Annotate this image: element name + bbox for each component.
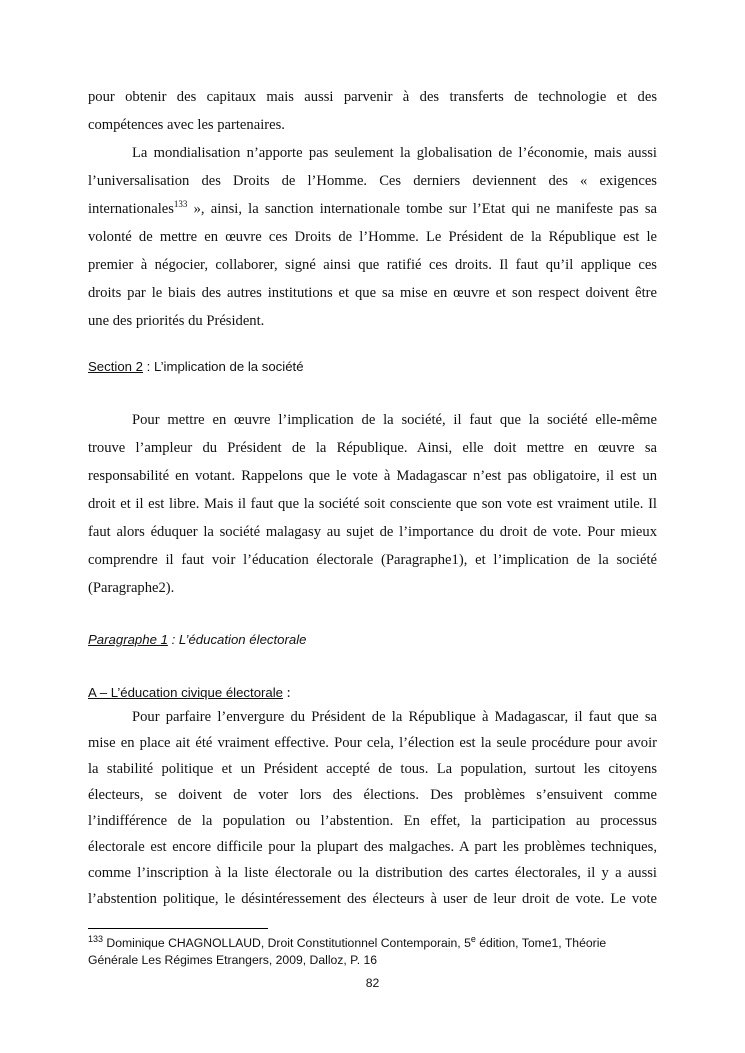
text-line: compétences avec les partenaires. [88,117,285,133]
text-line: droits par le biais des autres institutions et que sa mise en œuvre et son respect doivent être [88,285,657,301]
text-line: faut alors éduquer la société malagasy au sujet de l’importance du droit de vote. Pour mieux [88,524,657,540]
text-line: volonté de mettre en œuvre ces Droits de l’Homme. Le Président de la République est le [88,229,657,245]
text-line: électeurs, se doivent de voter lors des élections. Des problèmes s’ensuivent comme [88,787,657,803]
text-line: premier à négocier, collaborer, signé ainsi que ratifié ces droits. Il faut qu’il applique ces [88,257,657,273]
text-line: électorale est encore difficile pour la plupart des malgaches. A part les problèmes techniques, [88,839,657,855]
text-line: droit et il est libre. Mais il faut que la société soit consciente que son vote est vraiment utile. Il [88,496,657,512]
text-line: responsabilité en votant. Rappelons que le vote à Madagascar n’est pas obligatoire, il est un [88,468,657,484]
text-line: pour obtenir des capitaux mais aussi parvenir à des transferts de technologie et des [88,89,657,105]
text-line: l’abstention politique, le désintéressement des électeurs à user de leur droit de vote. Le vote [88,891,657,907]
paragraph-heading: Paragraphe 1 : L’éducation électorale [88,632,307,647]
text-line: l’universalisation des Droits de l’Homme. Ces derniers deviennent des « exigences [88,173,657,189]
text-line: Pour parfaire l’envergure du Président de la République à Madagascar, il faut que sa [132,709,657,725]
text-line: une des priorités du Président. [88,313,265,329]
subsection-heading: A – L’éducation civique électorale : [88,685,291,701]
text-line: La mondialisation n’apporte pas seulement la globalisation de l’économie, mais aussi [132,145,657,161]
page-number: 82 [365,976,380,990]
text-line: l’indifférence de la population ou l’abstention. En effet, la participation au processus [88,813,657,829]
text-line: Pour mettre en œuvre l’implication de la société, il faut que la société elle-même [132,412,657,428]
paragraph-1 [88,83,657,335]
text-line: la stabilité politique et un Président accepté de tous. La population, surtout les citoyens [88,761,657,777]
text-line: mise en place ait été vraiment effective. Pour cela, l’élection est la seule procédure pour avoir [88,735,657,751]
text-line: comprendre il faut voir l’éducation électorale (Paragraphe1), et l’implication de la société [88,552,657,568]
section-heading: Section 2 : L’implication de la société [88,359,304,374]
footnote-ref[interactable]: 133 [173,199,188,210]
text-line: internationales$^{133}$ », ainsi, la sanction internationale tombe sur l’Etat qui ne manifeste pas sa [88,199,657,217]
paragraph-4 [88,704,657,912]
paragraph-3 [88,406,657,602]
text-line: (Paragraphe2). [88,580,175,596]
footnote: $^{133}$ Dominique CHAGNOLLAUD, Droit Constitutionnel Contemporain, 5e édition, Tome1, Théorie Générale Les Régimes Etrangers, 2009, Dalloz, P. 16 [88,933,607,967]
footnote-divider [88,928,268,929]
text-line: trouve l’ampleur du Président de la République. Ainsi, elle doit mettre en œuvre sa [88,440,657,456]
text-line: comme l’inscription à la liste électorale ou la distribution des cartes électorales, il y a aussi [88,865,657,881]
